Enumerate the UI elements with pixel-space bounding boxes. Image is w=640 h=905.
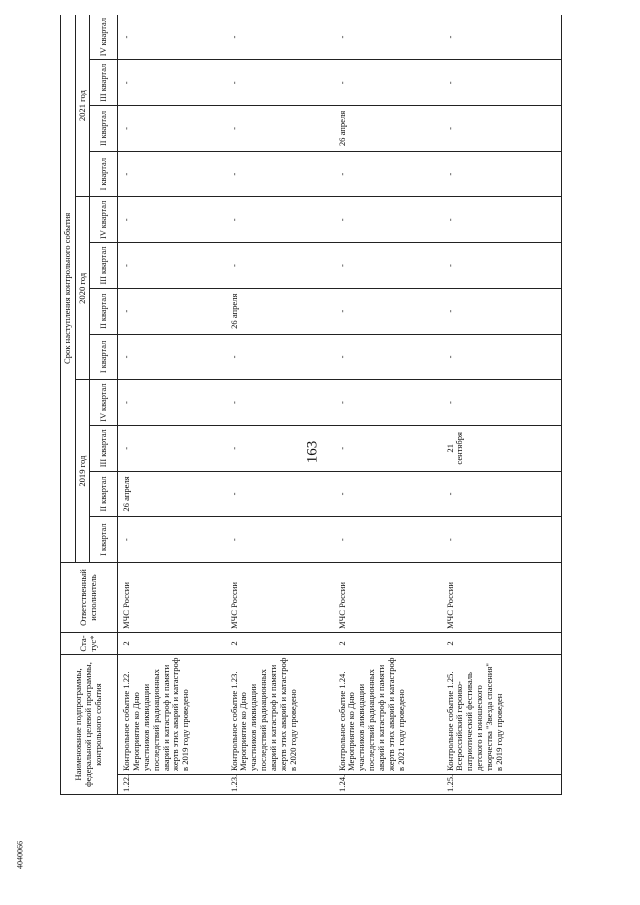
header-year-2021: 2021 год bbox=[76, 15, 90, 197]
header-quarter: IV квартал bbox=[90, 197, 118, 243]
quarter-cell: - bbox=[226, 243, 334, 289]
quarter-cell: - bbox=[226, 517, 334, 563]
event-executor: МЧС России bbox=[226, 563, 334, 633]
quarter-cell: 26 апреля bbox=[334, 106, 442, 152]
header-quarter: I квартал bbox=[90, 517, 118, 563]
quarter-cell: - bbox=[226, 60, 334, 106]
quarter-cell: - bbox=[442, 151, 562, 197]
event-status: 2 bbox=[226, 633, 334, 655]
event-name: Контрольное событие 1.25. Всероссийский героико-патриотический фестиваль детского и юношеского творчества "Звезда спасения" в 2019 году проведен bbox=[442, 655, 562, 775]
header-quarter: I квартал bbox=[90, 334, 118, 380]
quarter-cell: 26 апреля bbox=[118, 471, 226, 517]
quarter-cell: 26 апреля bbox=[226, 288, 334, 334]
event-executor: МЧС России bbox=[118, 563, 226, 633]
quarter-cell: - bbox=[226, 197, 334, 243]
row-number: 1.24. bbox=[334, 775, 442, 795]
quarter-cell: - bbox=[334, 288, 442, 334]
table-row bbox=[118, 15, 226, 795]
rotated-table-frame bbox=[60, 15, 620, 795]
header-year-2020: 2020 год bbox=[76, 197, 90, 380]
header-quarter: II квартал bbox=[90, 106, 118, 152]
event-name: Контрольное событие 1.23. Мероприятие ко Дню участников ликвидации последствий радиационных аварий и катастроф и памяти жертв этих аварий и катастроф в 2020 году проведено bbox=[226, 655, 334, 775]
row-number: 1.23. bbox=[226, 775, 334, 795]
quarter-cell: - bbox=[334, 151, 442, 197]
quarter-cell: - bbox=[118, 60, 226, 106]
quarter-cell: - bbox=[442, 334, 562, 380]
header-quarter: IV квартал bbox=[90, 15, 118, 60]
quarter-cell: - bbox=[334, 197, 442, 243]
quarter-cell: - bbox=[118, 106, 226, 152]
quarter-cell: - bbox=[442, 106, 562, 152]
quarter-cell: - bbox=[334, 15, 442, 60]
quarter-cell: - bbox=[442, 288, 562, 334]
quarter-cell: - bbox=[442, 471, 562, 517]
table-row bbox=[334, 15, 442, 795]
quarter-cell: - bbox=[442, 15, 562, 60]
quarter-cell: - bbox=[118, 334, 226, 380]
quarter-cell: - bbox=[118, 425, 226, 471]
quarter-cell: - bbox=[334, 243, 442, 289]
event-status: 2 bbox=[118, 633, 226, 655]
quarter-cell: - bbox=[334, 334, 442, 380]
table-row bbox=[442, 15, 562, 795]
event-status: 2 bbox=[334, 633, 442, 655]
quarter-cell: - bbox=[118, 243, 226, 289]
quarter-cell: - bbox=[226, 106, 334, 152]
control-events-table bbox=[60, 15, 562, 795]
quarter-cell: 21 сентября bbox=[442, 425, 562, 471]
quarter-cell: - bbox=[226, 151, 334, 197]
header-quarter: III квартал bbox=[90, 60, 118, 106]
quarter-cell: - bbox=[118, 517, 226, 563]
event-name: Контрольное событие 1.24. Мероприятие ко Дню участников ликвидации последствий радиационных аварий и катастроф и памяти жертв этих аварий и катастроф в 2021 году проведено bbox=[334, 655, 442, 775]
event-executor: МЧС России bbox=[442, 563, 562, 633]
table-container bbox=[60, 15, 620, 795]
quarter-cell: - bbox=[226, 380, 334, 426]
row-number: 1.25. bbox=[442, 775, 562, 795]
page-number: 163 bbox=[304, 440, 321, 464]
quarter-cell: - bbox=[226, 15, 334, 60]
quarter-cell: - bbox=[118, 151, 226, 197]
header-quarter: III квартал bbox=[90, 425, 118, 471]
quarter-cell: - bbox=[334, 471, 442, 517]
quarter-cell: - bbox=[334, 425, 442, 471]
quarter-cell: - bbox=[334, 60, 442, 106]
quarter-cell: - bbox=[442, 197, 562, 243]
quarter-cell: - bbox=[442, 60, 562, 106]
header-quarter: II квартал bbox=[90, 288, 118, 334]
row-number: 1.22. bbox=[118, 775, 226, 795]
table-row bbox=[226, 15, 334, 795]
quarter-cell: - bbox=[334, 380, 442, 426]
quarter-cell: - bbox=[118, 380, 226, 426]
quarter-cell: - bbox=[118, 197, 226, 243]
header-deadline: Срок наступления контрольного события bbox=[61, 15, 76, 563]
quarter-cell: - bbox=[226, 425, 334, 471]
event-executor: МЧС России bbox=[334, 563, 442, 633]
header-name: Наименование подпрограммы, федеральной целевой программы, контрольного события bbox=[61, 655, 118, 795]
header-quarter: II квартал bbox=[90, 471, 118, 517]
header-quarter: I квартал bbox=[90, 151, 118, 197]
quarter-cell: - bbox=[226, 334, 334, 380]
header-year-2019: 2019 год bbox=[76, 380, 90, 563]
quarter-cell: - bbox=[118, 15, 226, 60]
quarter-cell: - bbox=[334, 517, 442, 563]
quarter-cell: - bbox=[442, 380, 562, 426]
quarter-cell: - bbox=[442, 517, 562, 563]
document-code: 4040066 bbox=[15, 841, 25, 869]
header-executor: Ответственный исполнитель bbox=[61, 563, 118, 633]
quarter-cell: - bbox=[442, 243, 562, 289]
event-name: Контрольное событие 1.22. Мероприятие ко Дню участников ликвидации последствий радиационных аварий и катастроф и памяти жертв этих аварий и катастроф в 2019 году проведено bbox=[118, 655, 226, 775]
event-status: 2 bbox=[442, 633, 562, 655]
quarter-cell: - bbox=[118, 288, 226, 334]
header-status: Ста-тус* bbox=[61, 633, 118, 655]
header-quarter: III квартал bbox=[90, 243, 118, 289]
quarter-cell: - bbox=[226, 471, 334, 517]
header-quarter: IV квартал bbox=[90, 380, 118, 426]
